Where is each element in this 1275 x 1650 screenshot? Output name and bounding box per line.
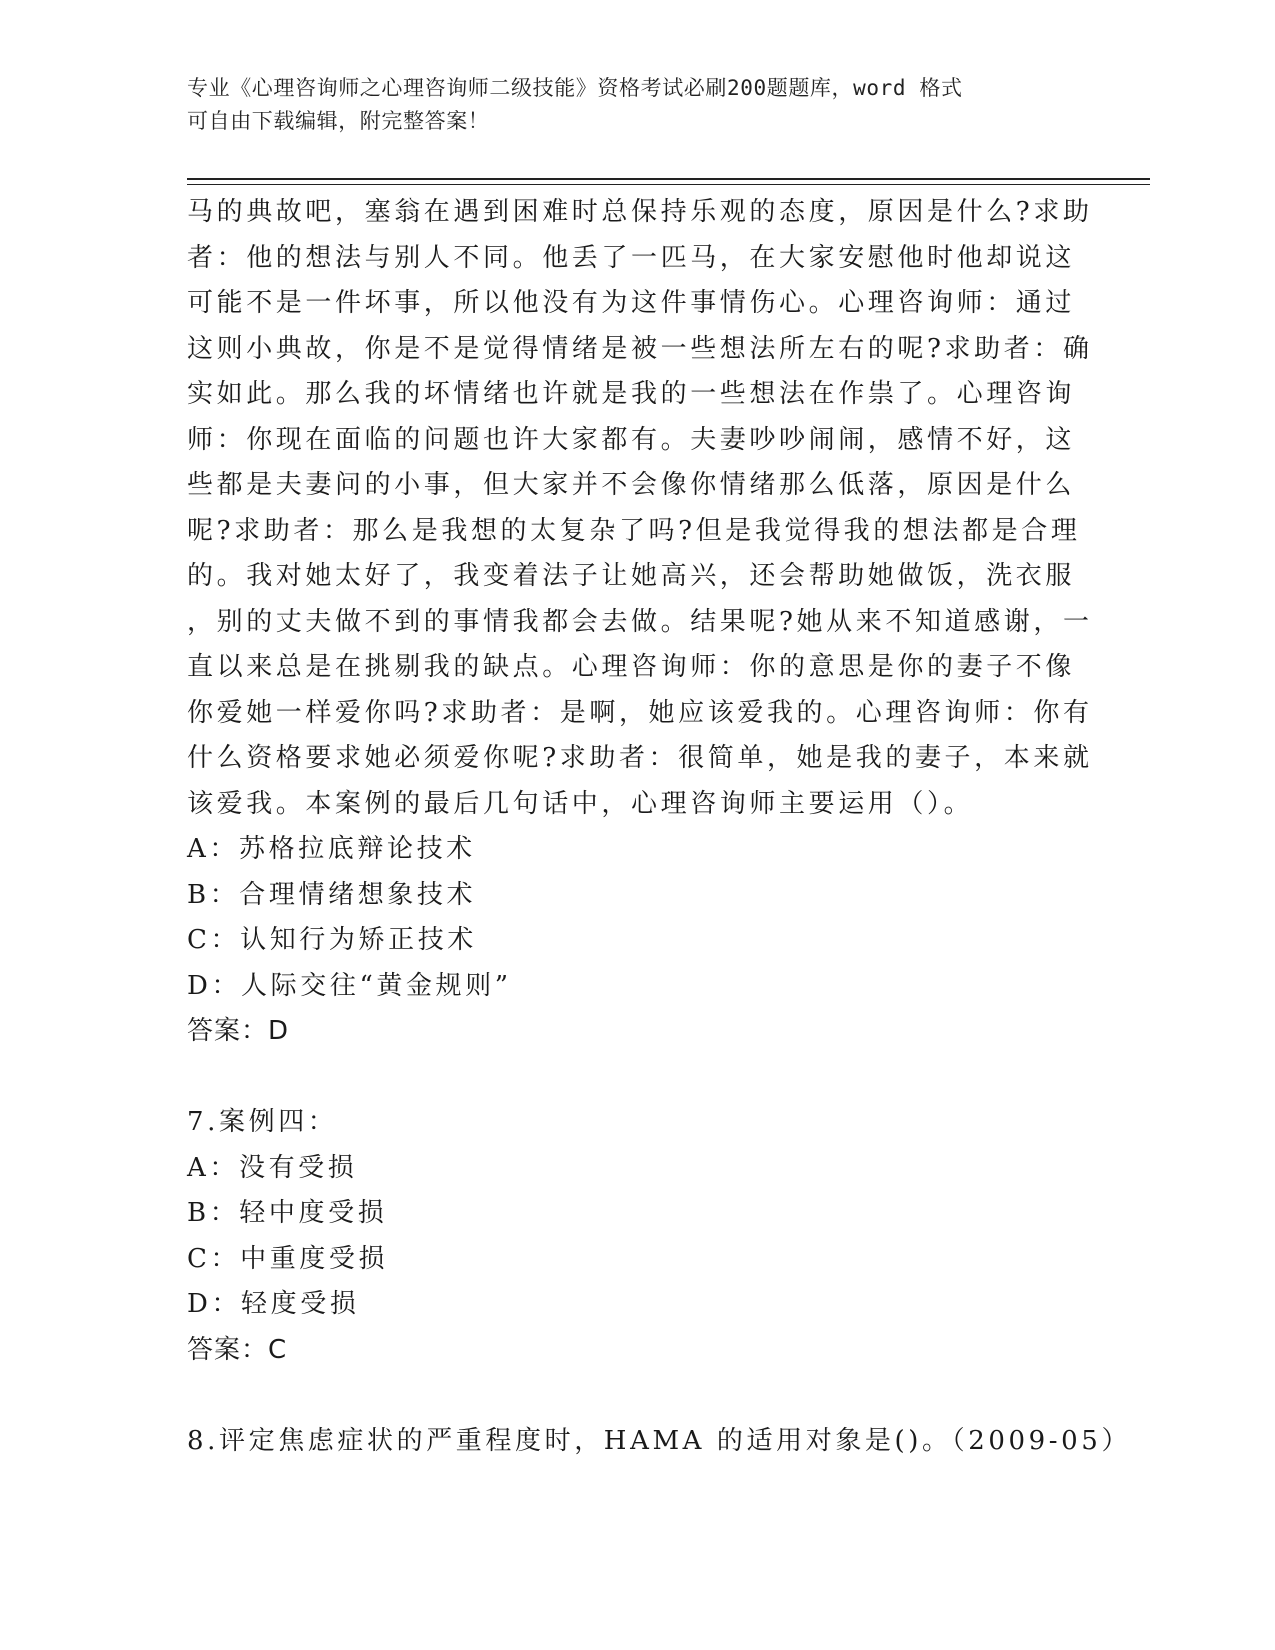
question-text-line: 些都是夫妻问的小事，但大家并不会像你情绪那么低落，原因是什么 [187,470,1076,500]
question-text-line: ，别的丈夫做不到的事情我都会去做。结果呢?她从来不知道感谢，一 [187,606,1093,637]
option-a: A：苏格拉底辩论技术 [187,834,476,864]
question-text-line: 可能不是一件坏事，所以他没有为这件事情伤心。心理咨询师：通过 [187,288,1076,318]
header-line-2: 可自由下载编辑，附完整答案！ [187,109,490,133]
option-a: A：没有受损 [187,1152,358,1183]
header-divider-thick [187,178,1150,180]
question-text-line: 什么资格要求她必须爱你呢?求助者：很简单，她是我的妻子，本来就 [187,743,1093,773]
header-line-1: 专业《心理咨询师之心理咨询师二级技能》资格考试必刷200题题库，word 格式 [187,76,963,100]
question-text-line: 者：他的想法与别人不同。他丢了一匹马，在大家安慰他时他却说这 [187,242,1076,273]
option-b: B：合理情绪想象技术 [187,879,477,910]
spacer [187,1373,1067,1419]
answer-line: 答案：C [187,1334,288,1365]
answer-line: 答案：D [187,1016,290,1046]
option-c: C：中重度受损 [187,1243,389,1274]
question-6 [187,190,1093,1055]
question-text-line: 师：你现在面临的问题也许大家都有。夫妻吵吵闹闹，感情不好，这 [187,424,1076,455]
option-d: D：人际交往“黄金规则” [187,970,512,1001]
question-text-line: 直以来总是在挑剔我的缺点。心理咨询师：你的意思是你的妻子不像 [187,652,1076,682]
question-7 [187,1100,1067,1373]
option-d: D：轻度受损 [187,1289,360,1319]
option-b: B：轻中度受损 [187,1198,388,1228]
question-text-line: 该爱我。本案例的最后几句话中，心理咨询师主要运用（）。 [187,788,974,819]
question-text-line: 这则小典故，你是不是觉得情绪是被一些想法所左右的呢?求助者：确 [187,333,1093,364]
question-text-line: 你爱她一样爱你吗?求助者：是啊，她应该爱我的。心理咨询师：你有 [187,697,1093,728]
question-title: 7.案例四： [187,1107,338,1137]
spacer [187,1055,1067,1101]
question-title: 8.评定焦虑症状的严重程度时，HAMA 的适用对象是()。（2009-05） [187,1425,1132,1456]
document-body [187,190,1132,1464]
header-divider-thin [187,184,1150,185]
question-8 [187,1419,1132,1465]
question-text-line: 马的典故吧，塞翁在遇到困难时总保持乐观的态度，原因是什么?求助 [187,197,1093,227]
question-text-line: 的。我对她太好了，我变着法子让她高兴，还会帮助她做饭，洗衣服 [187,561,1076,591]
question-text-line: 呢?求助者：那么是我想的太复杂了吗?但是我觉得我的想法都是合理 [187,515,1081,546]
document-header [187,72,1067,138]
question-text-line: 实如此。那么我的坏情绪也许就是我的一些想法在作祟了。心理咨询 [187,379,1076,409]
option-c: C：认知行为矫正技术 [187,925,477,955]
